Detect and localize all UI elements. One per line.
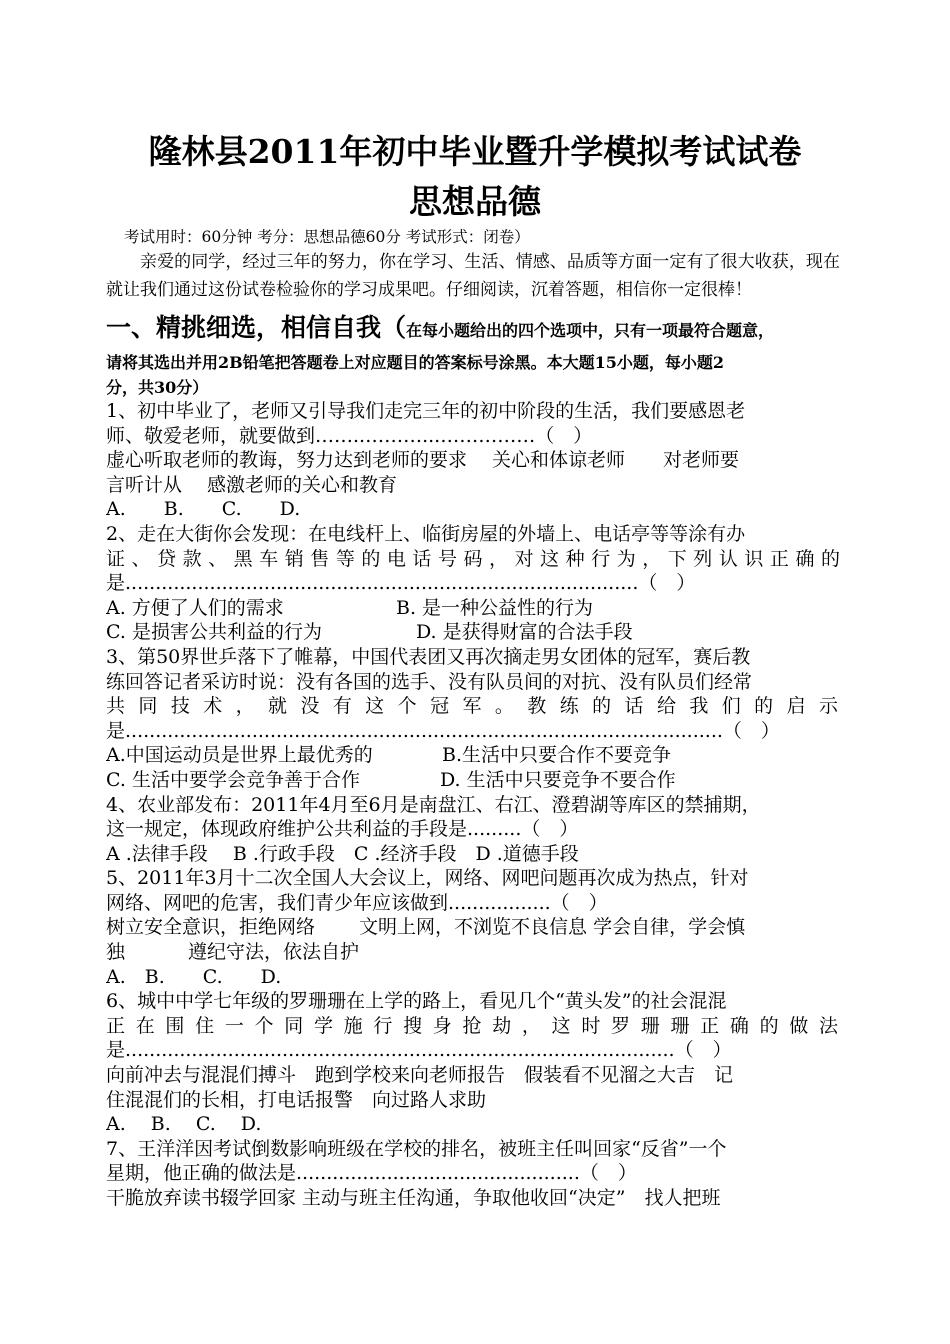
q1-stem-line1: 1、初中毕业了，老师又引导我们走完三年的初中阶段的生活，我们要感恩老 <box>106 400 746 422</box>
exam-info: 考试用时：60分钟 考分：思想品德60分 考试形式：闭卷） <box>124 228 530 246</box>
q5-options-line2: 独 遵纪守法，依法自护 <box>106 941 360 964</box>
q3-stem-line3: 共同技术，就没有这个冠军。教练的话给我们的启示 <box>106 695 840 718</box>
question-2 <box>106 522 840 645</box>
q3-options-cd <box>106 768 840 793</box>
q7-stem-line2: 星期，他正确的做法是...............................................（ ） <box>106 1162 637 1185</box>
q1-options-line2: 言听计从 感激老师的关心和教育 <box>106 473 398 496</box>
exam-intro: 亲爱的同学，经过三年的努力，你在学习、生活、情感、品质等方面一定有了很大收获，现在就让我们通过这份试卷检验你的学习成果吧。仔细阅读，沉着答题，相信你一定很棒！ <box>106 252 840 300</box>
q7-options-line1: 干脆放弃读书辍学回家 主动与班主任沟通，争取他收回“决定” 找人把班 <box>106 1187 721 1209</box>
section-1-note-line2: 请将其选出并用2B铅笔把答题卷上对应题目的答案标号涂黑。本大题15小题，每小题2 <box>106 353 725 372</box>
q5-choices: A. B. C. D. <box>106 965 282 988</box>
q4-stem-line2: 这一规定，体现政府维护公共利益的手段是.........（ ） <box>106 818 579 841</box>
question-3 <box>106 645 840 793</box>
section-1-heading: 一、精挑细选，相信自我（ <box>106 313 407 342</box>
q3-option-c: C. 生活中要学会竞争善于合作 <box>106 768 360 791</box>
q3-stem-line4: 是...................................................................................................（ ） <box>106 719 780 742</box>
exam-title: 隆林县2011年初中毕业暨升学模拟考试试卷 <box>148 132 802 171</box>
q3-stem-line1: 3、第50界世乒落下了帷幕，中国代表团又再次摘走男女团体的冠军，赛后教 <box>106 645 751 668</box>
q3-option-a: A.中国运动员是世界上最优秀的 <box>106 744 373 767</box>
q7-stem-line1: 7、王洋洋因考试倒数影响班级在学校的排名，被班主任叫回家“反省”一个 <box>106 1137 727 1160</box>
question-4 <box>106 793 840 867</box>
q2-option-d: D. 是获得财富的合法手段 <box>416 621 633 644</box>
q2-options-cd <box>106 620 840 645</box>
q4-choices: A .法律手段 B .行政手段 C .经济手段 D .道德手段 <box>106 842 579 865</box>
q6-stem-line2: 正在围住一个同学施行搜身抢劫，这时罗珊珊正确的做法 <box>106 1014 840 1037</box>
q2-stem-line2: 证、贷款、黑车销售等的电话号码，对这种行为，下列认识正确的 <box>106 547 840 570</box>
question-5 <box>106 866 840 989</box>
section-1-note-line3: 分，共30分） <box>106 378 209 397</box>
question-1 <box>106 399 840 522</box>
question-7 <box>106 1137 840 1211</box>
q6-choices: A. B. C. D. <box>106 1113 262 1136</box>
q5-stem-line2: 网络、网吧的危害，我们青少年应该做到.................（ ） <box>106 891 608 914</box>
q1-stem-line2: 师、敬爱老师，就要做到……..………...……………（ ） <box>106 424 593 447</box>
section-1-header <box>106 310 840 349</box>
section-1-note-line1: 在每小题给出的四个选项中，只有一项最符合题意， <box>406 321 775 340</box>
q5-options-line1: 树立安全意识，拒绝网络 文明上网，不浏览不良信息 学会自律，学会慎 <box>106 916 746 939</box>
q5-stem-line1: 5、2011年3月十二次全国人大会议上，网络、网吧问题再次成为热点，针对 <box>106 867 749 890</box>
q6-options-line1: 向前冲去与混混们搏斗 跑到学校来向老师报告 假装看不见溜之大吉 记 <box>106 1064 734 1087</box>
q3-option-d: D. 生活中只要竞争不要合作 <box>440 768 676 791</box>
q6-stem-line3: 是...........................................................................................（ ） <box>106 1039 732 1062</box>
q3-options-ab <box>106 743 840 768</box>
q2-option-c: C. 是损害公共利益的行为 <box>106 621 322 644</box>
q2-stem-line3: 是.....................................................................................（ ） <box>106 572 696 595</box>
q1-options-line1: 虚心听取老师的教诲，努力达到老师的要求 关心和体谅老师 对老师要 <box>106 449 740 472</box>
q2-option-a: A. 方便了人们的需求 <box>106 596 284 619</box>
q6-options-line2: 住混混们的长相，打电话报警 向过路人求助 <box>106 1088 487 1111</box>
q2-option-b: B. 是一种公益性的行为 <box>396 596 594 619</box>
q3-option-b: B.生活中只要合作不要竞争 <box>442 744 672 767</box>
q1-choices: A. B. C. D. <box>106 498 301 521</box>
exam-subject: 思想品德 <box>409 182 541 221</box>
q3-stem-line2: 练回答记者采访时说：没有各国的选手、没有队员间的对抗、没有队员们经常 <box>106 670 753 693</box>
question-6 <box>106 989 840 1137</box>
q6-stem-line1: 6、城中中学七年级的罗珊珊在上学的路上，看见几个“黄头发”的社会混混 <box>106 990 727 1013</box>
q2-stem-line1: 2、走在大街你会发现：在电线杆上、临街房屋的外墙上、电话亭等等涂有办 <box>106 522 746 545</box>
q4-stem-line1: 4、农业部发布：2011年4月至6月是南盘江、右江、澄碧湖等库区的禁捕期， <box>106 793 761 816</box>
exam-body <box>106 226 840 1211</box>
q2-options-ab <box>106 596 840 621</box>
